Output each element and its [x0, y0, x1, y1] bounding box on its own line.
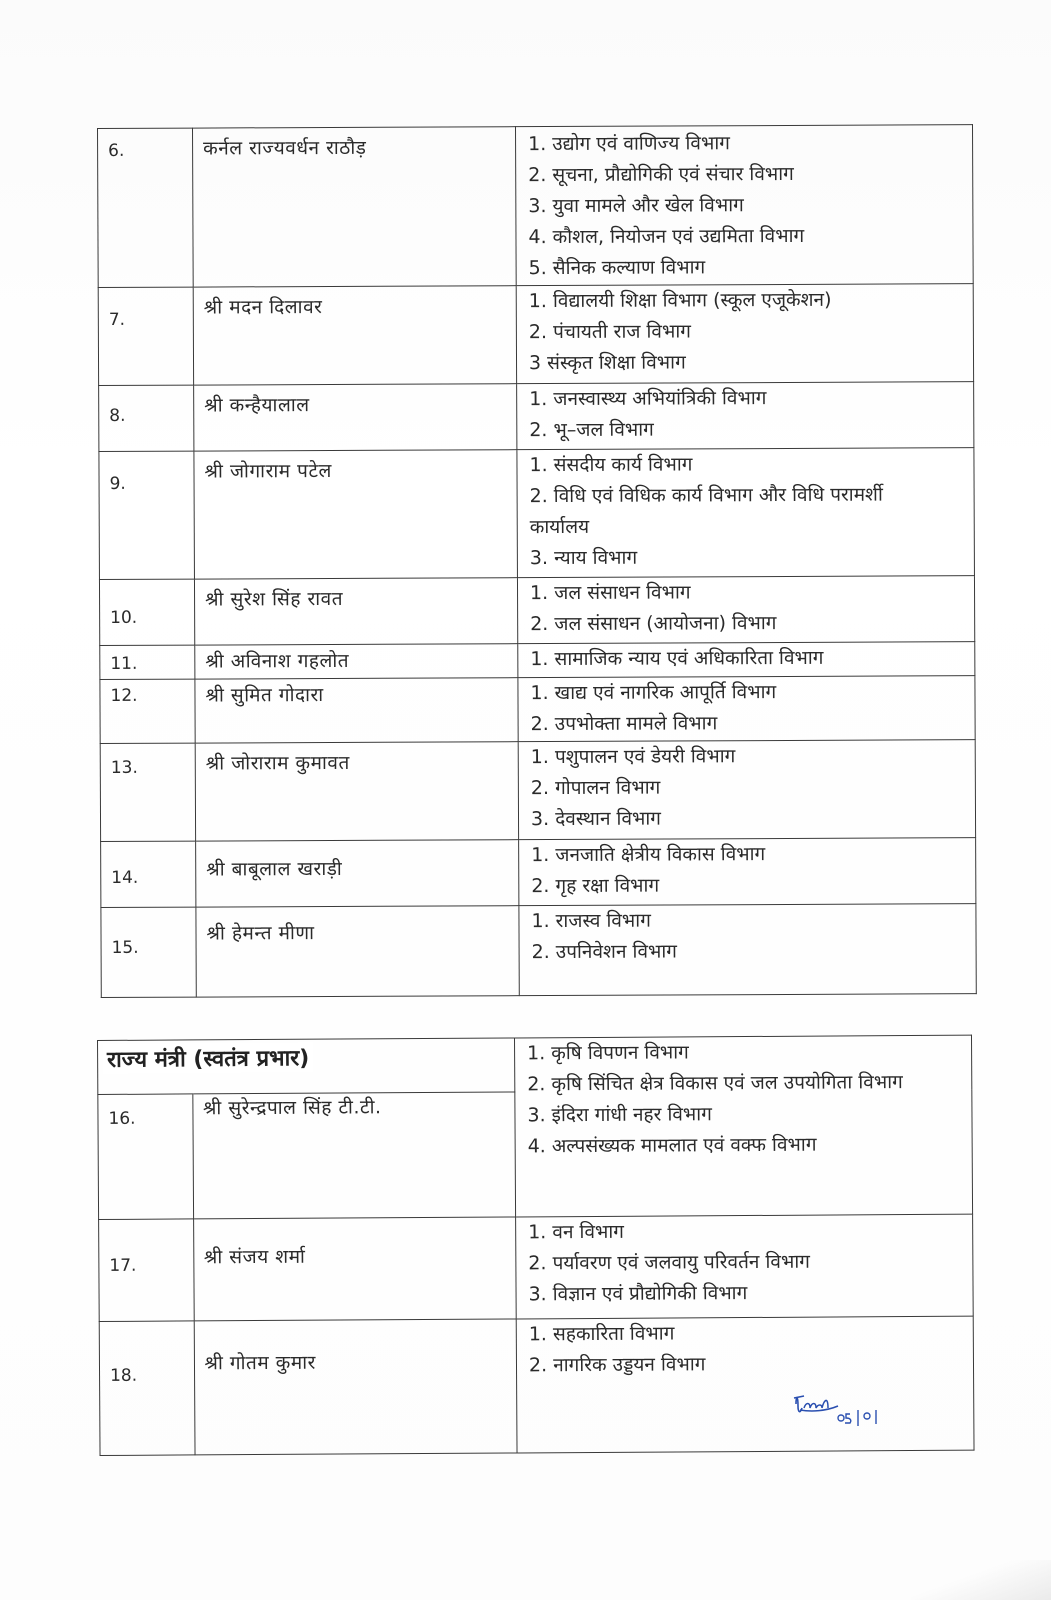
department-item: 2. गोपालन विभाग	[530, 776, 661, 800]
department-item: 2. उपनिवेशन विभाग	[531, 940, 678, 964]
row-number: 7.	[108, 309, 126, 330]
row-number: 17.	[109, 1255, 137, 1276]
department-item: 2. उपभोक्ता मामले विभाग	[530, 712, 718, 736]
row-number: 10.	[110, 607, 138, 628]
handwritten-signature	[792, 1390, 902, 1430]
minister-name: श्री कन्हैयालाल	[204, 394, 310, 417]
minister-name: श्री अविनाश गहलोत	[205, 649, 350, 673]
table-row	[100, 642, 975, 680]
row-number: 12.	[110, 685, 138, 706]
table-row	[99, 448, 975, 580]
minister-name: श्री सुरेश सिंह रावत	[205, 587, 344, 611]
row-number: 8.	[109, 405, 126, 426]
minister-name: श्री हेमन्त मीणा	[206, 922, 315, 945]
page-edge-shadow	[911, 1560, 1051, 1600]
department-item: 1. सामाजिक न्याय एवं अधिकारिता विभाग	[530, 646, 824, 671]
department-item: 1. संसदीय कार्य विभाग	[529, 453, 693, 477]
department-item: 3. युवा मामले और खेल विभाग	[528, 194, 744, 218]
minister-name: कर्नल राज्यवर्धन राठौड़	[203, 136, 367, 160]
section-heading: राज्य मंत्री (स्वतंत्र प्रभार)	[103, 1042, 314, 1074]
department-item: 3 संस्कृत शिक्षा विभाग	[528, 351, 686, 375]
table-row	[98, 125, 974, 288]
row-number: 18.	[109, 1365, 138, 1386]
row-number: 15.	[111, 937, 139, 958]
department-item: 1. सहकारिता विभाग	[528, 1321, 675, 1345]
department-item: 2. नागरिक उड्डयन विभाग	[528, 1352, 706, 1376]
table-row	[99, 1214, 974, 1321]
row-number: 11.	[110, 653, 138, 674]
department-item: 2. पर्यावरण एवं जलवायु परिवर्तन विभाग	[528, 1250, 811, 1274]
minister-name: श्री जोराराम कुमावत	[205, 751, 350, 775]
minister-name: श्री जोगाराम पटेल	[204, 459, 332, 483]
department-item: 4. अल्पसंख्यक मामलात एवं वक्फ विभाग	[527, 1133, 817, 1157]
table-row	[100, 740, 975, 842]
row-number: 13.	[110, 757, 138, 778]
table-row	[101, 904, 976, 998]
department-item: 3. इंदिरा गांधी नहर विभाग	[527, 1102, 712, 1126]
department-item: 1. कृषि विपणन विभाग	[527, 1040, 689, 1064]
row-number: 14.	[111, 867, 139, 888]
department-item: 1. राजस्व विभाग	[531, 909, 651, 933]
department-item: 2. विधि एवं विधिक कार्य विभाग और विधि परामर्शी कार्यालय	[529, 483, 883, 539]
table-row	[101, 838, 976, 908]
table-row	[99, 1316, 974, 1455]
row-number: 9.	[109, 473, 126, 494]
minister-name: श्री संजय शर्मा	[203, 1245, 306, 1268]
department-item: 1. जनस्वास्थ्य अभियांत्रिकी विभाग	[529, 387, 767, 411]
table-row	[100, 676, 975, 744]
department-item: 3. देवस्थान विभाग	[530, 807, 662, 831]
minister-name: श्री सुमित गोदारा	[205, 684, 324, 707]
department-item: 1. उद्योग एवं वाणिज्य विभाग	[528, 132, 730, 156]
table-row	[98, 1089, 973, 1219]
department-item: 3. विज्ञान एवं प्रौद्योगिकी विभाग	[528, 1281, 748, 1305]
department-item: 2. कृषि सिंचित क्षेत्र विकास एवं जल उपयोगिता विभाग	[527, 1070, 903, 1095]
department-item: 1. जल संसाधन विभाग	[529, 581, 691, 605]
department-item: 4. कौशल, नियोजन एवं उद्यमिता विभाग	[528, 224, 805, 249]
department-item: 2. गृह रक्षा विभाग	[531, 874, 660, 898]
table-row	[98, 284, 973, 386]
table-row	[99, 576, 974, 646]
department-item: 2. जल संसाधन (आयोजना) विभाग	[530, 612, 777, 636]
department-item: 1. खाद्य एवं नागरिक आपूर्ति विभाग	[530, 681, 777, 705]
department-item: 2. सूचना, प्रौद्योगिकी एवं संचार विभाग	[528, 162, 794, 187]
row-number: 6.	[108, 140, 125, 161]
department-item: 1. वन विभाग	[528, 1220, 625, 1243]
department-item: 2. पंचायती राज विभाग	[528, 320, 691, 344]
department-item: 1. विद्यालयी शिक्षा विभाग (स्कूल एजूकेशन)	[528, 288, 832, 313]
department-item: 2. भू–जल विभाग	[529, 418, 654, 442]
department-item: 1. जनजाति क्षेत्रीय विकास विभाग	[531, 843, 766, 867]
department-item: 1. पशुपालन एवं डेयरी विभाग	[530, 745, 736, 769]
row-number: 16.	[108, 1108, 136, 1129]
ministers-table	[97, 124, 977, 998]
minister-name: श्री बाबूलाल खराड़ी	[206, 857, 343, 881]
table-row	[99, 382, 974, 452]
minister-name: श्री गोतम कुमार	[204, 1351, 316, 1374]
department-item: 5. सैनिक कल्याण विभाग	[528, 256, 706, 280]
department-item: 3. न्याय विभाग	[529, 546, 638, 570]
minister-name: श्री मदन दिलावर	[203, 296, 323, 319]
minister-name: श्री सुरेन्द्रपाल सिंह टी.टी.	[202, 1096, 382, 1120]
